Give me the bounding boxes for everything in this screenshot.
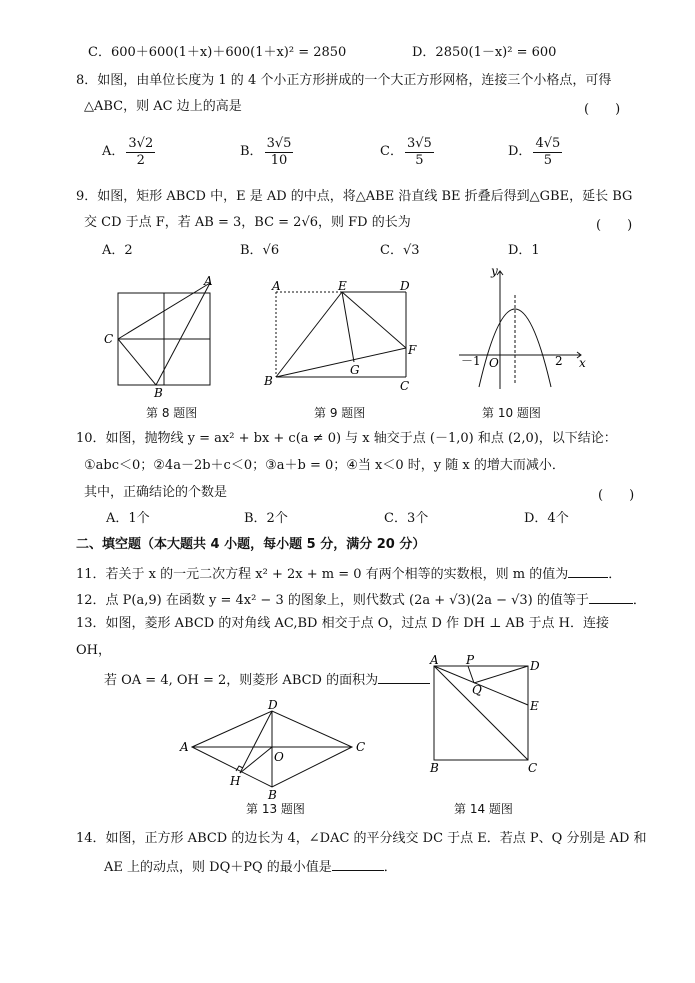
f13-label-a: A (180, 740, 189, 754)
q10-option-a: A．1个 (106, 511, 150, 526)
q8-stem-line1: 8．如图，由单位长度为 1 的 4 个小正方形拼成的一个大正方形网格，连接三个小格点，可得 (76, 73, 612, 88)
f14-label-q: Q (472, 683, 482, 697)
f13-label-b: B (268, 788, 277, 802)
q12-answer-blank[interactable] (589, 589, 633, 604)
f8-label-c: C (104, 332, 114, 346)
f10-label-o: O (489, 356, 499, 370)
q9-stem-line1: 9．如图，矩形 ABCD 中，E 是 AD 的中点，将△ABE 沿直线 BE 折叠后得到△GBE，延长 BG (76, 189, 633, 204)
q10-option-b: B．2个 (244, 511, 288, 526)
q13-answer-blank[interactable] (378, 669, 430, 684)
f9-label-e: E (338, 279, 347, 293)
f13-label-h: H (230, 774, 241, 788)
q9-option-c: C．√3 (380, 243, 420, 258)
q10-option-c: C．3个 (384, 511, 429, 526)
f8-side-cb (118, 339, 156, 385)
q10-option-d: D．4个 (524, 511, 569, 526)
q11-stem: 11．若关于 x 的一元二次方程 x² + 2x + m = 0 有两个相等的实数根，则 m 的值为 ． (76, 563, 621, 584)
f9-label-c: C (400, 379, 410, 393)
f9-label-f: F (408, 343, 417, 357)
q12-stem: 12．点 P(a,9) 在函数 y = 4x² − 3 的图象上，则代数式 (2a + √3)(2a − √3) 的值等于 ． (76, 589, 646, 610)
q8-stem-line2: △ABC，则 AC 边上的高是 (84, 99, 242, 114)
caption-fig13: 第 13 题图 (246, 802, 305, 816)
f10-label-x: x (579, 356, 586, 370)
f14-label-p: P (466, 653, 475, 667)
section-2-heading: 二、填空题（本大题共 4 小题，每小题 5 分，满分 20 分） (76, 537, 426, 552)
q10-answer-paren: ( ) (598, 488, 635, 503)
f10-label-minus1: －1 (461, 354, 481, 368)
q9-stem-line2: 交 CD 于点 F，若 AB = 3，BC = 2√6，则 FD 的长为 (84, 215, 411, 230)
caption-fig14: 第 14 题图 (454, 802, 513, 816)
f9-line-eg (342, 292, 354, 362)
f8-label-b: B (154, 386, 163, 400)
f14-label-e: E (530, 699, 539, 713)
f14-label-c: C (528, 761, 538, 775)
f10-label-y: y (491, 264, 498, 278)
q8-answer-paren: ( ) (584, 102, 621, 117)
q11-answer-blank[interactable] (568, 563, 608, 578)
q9-option-a: A．2 (102, 243, 133, 258)
q9-option-d: D．1 (508, 243, 540, 258)
f9-label-a: A (272, 279, 281, 293)
q8-option-a: A． $\frac{3√2}{2}$ (102, 135, 154, 168)
q14-answer-blank[interactable] (332, 856, 384, 871)
q8-option-c: C． $\frac{3√5}{5}$ (380, 135, 432, 168)
figure-8 (100, 275, 230, 405)
f9-label-g: G (350, 363, 360, 377)
q14-stem-line1: 14．如图，正方形 ABCD 的边长为 4，∠DAC 的平分线交 DC 于点 E．若点 P、Q 分别是 AD 和 (76, 831, 647, 846)
q8-option-d: D． $\frac{4√5}{5}$ (508, 135, 561, 168)
caption-fig8: 第 8 题图 (146, 406, 198, 420)
f8-label-a: A (204, 274, 213, 288)
q13-stem-line3: 若 OA = 4, OH = 2，则菱形 ABCD 的面积为 (104, 669, 430, 690)
figure-10 (455, 265, 590, 395)
q13-stem-line2: OH， (76, 643, 111, 658)
f9-label-d: D (400, 279, 410, 293)
q10-stem-line1: 10．如图，抛物线 y = ax² + bx + c(a ≠ 0) 与 x 轴交于点 (－1,0) 和点 (2,0)，以下结论： (76, 431, 617, 446)
figure-14 (428, 653, 548, 778)
q7-option-c: C．600＋600(1＋x)＋600(1＋x)² = 2850 (88, 45, 347, 60)
f13-line-ho (240, 747, 272, 773)
f14-label-a: A (430, 653, 439, 667)
q8-option-b: B． $\frac{3√5}{10}$ (240, 135, 292, 168)
figure-9 (262, 279, 422, 393)
q10-stem-line3: 其中，正确结论的个数是 (84, 485, 228, 500)
f13-line-dh (240, 711, 272, 773)
q13-stem-line1: 13．如图，菱形 ABCD 的对角线 AC,BD 相交于点 O，过点 D 作 DH ⊥ AB 于点 H．连接 (76, 616, 610, 631)
q7-option-d: D．2850(1－x)² = 600 (412, 45, 557, 60)
f14-diag-ac (434, 666, 528, 760)
f13-label-o: O (274, 750, 284, 764)
f14-line-dq (474, 666, 528, 683)
f14-label-b: B (430, 761, 439, 775)
f13-label-c: C (356, 740, 366, 754)
f9-line-ef (342, 292, 406, 348)
f14-label-d: D (530, 659, 540, 673)
f9-label-b: B (264, 374, 273, 388)
f13-label-d: D (268, 698, 278, 712)
caption-fig9: 第 9 题图 (314, 406, 366, 420)
q14-stem-line2: AE 上的动点，则 DQ＋PQ 的最小值是 ． (104, 856, 397, 877)
f10-label-2: 2 (555, 354, 563, 368)
figure-13 (176, 698, 376, 805)
q10-stem-line2: ①abc＜0；②4a－2b＋c＜0；③a＋b = 0；④当 x＜0 时，y 随 x 的增大而减小． (84, 458, 565, 473)
q9-answer-paren: ( ) (596, 218, 633, 233)
q9-option-b: B．√6 (240, 243, 280, 258)
caption-fig10: 第 10 题图 (482, 406, 541, 420)
